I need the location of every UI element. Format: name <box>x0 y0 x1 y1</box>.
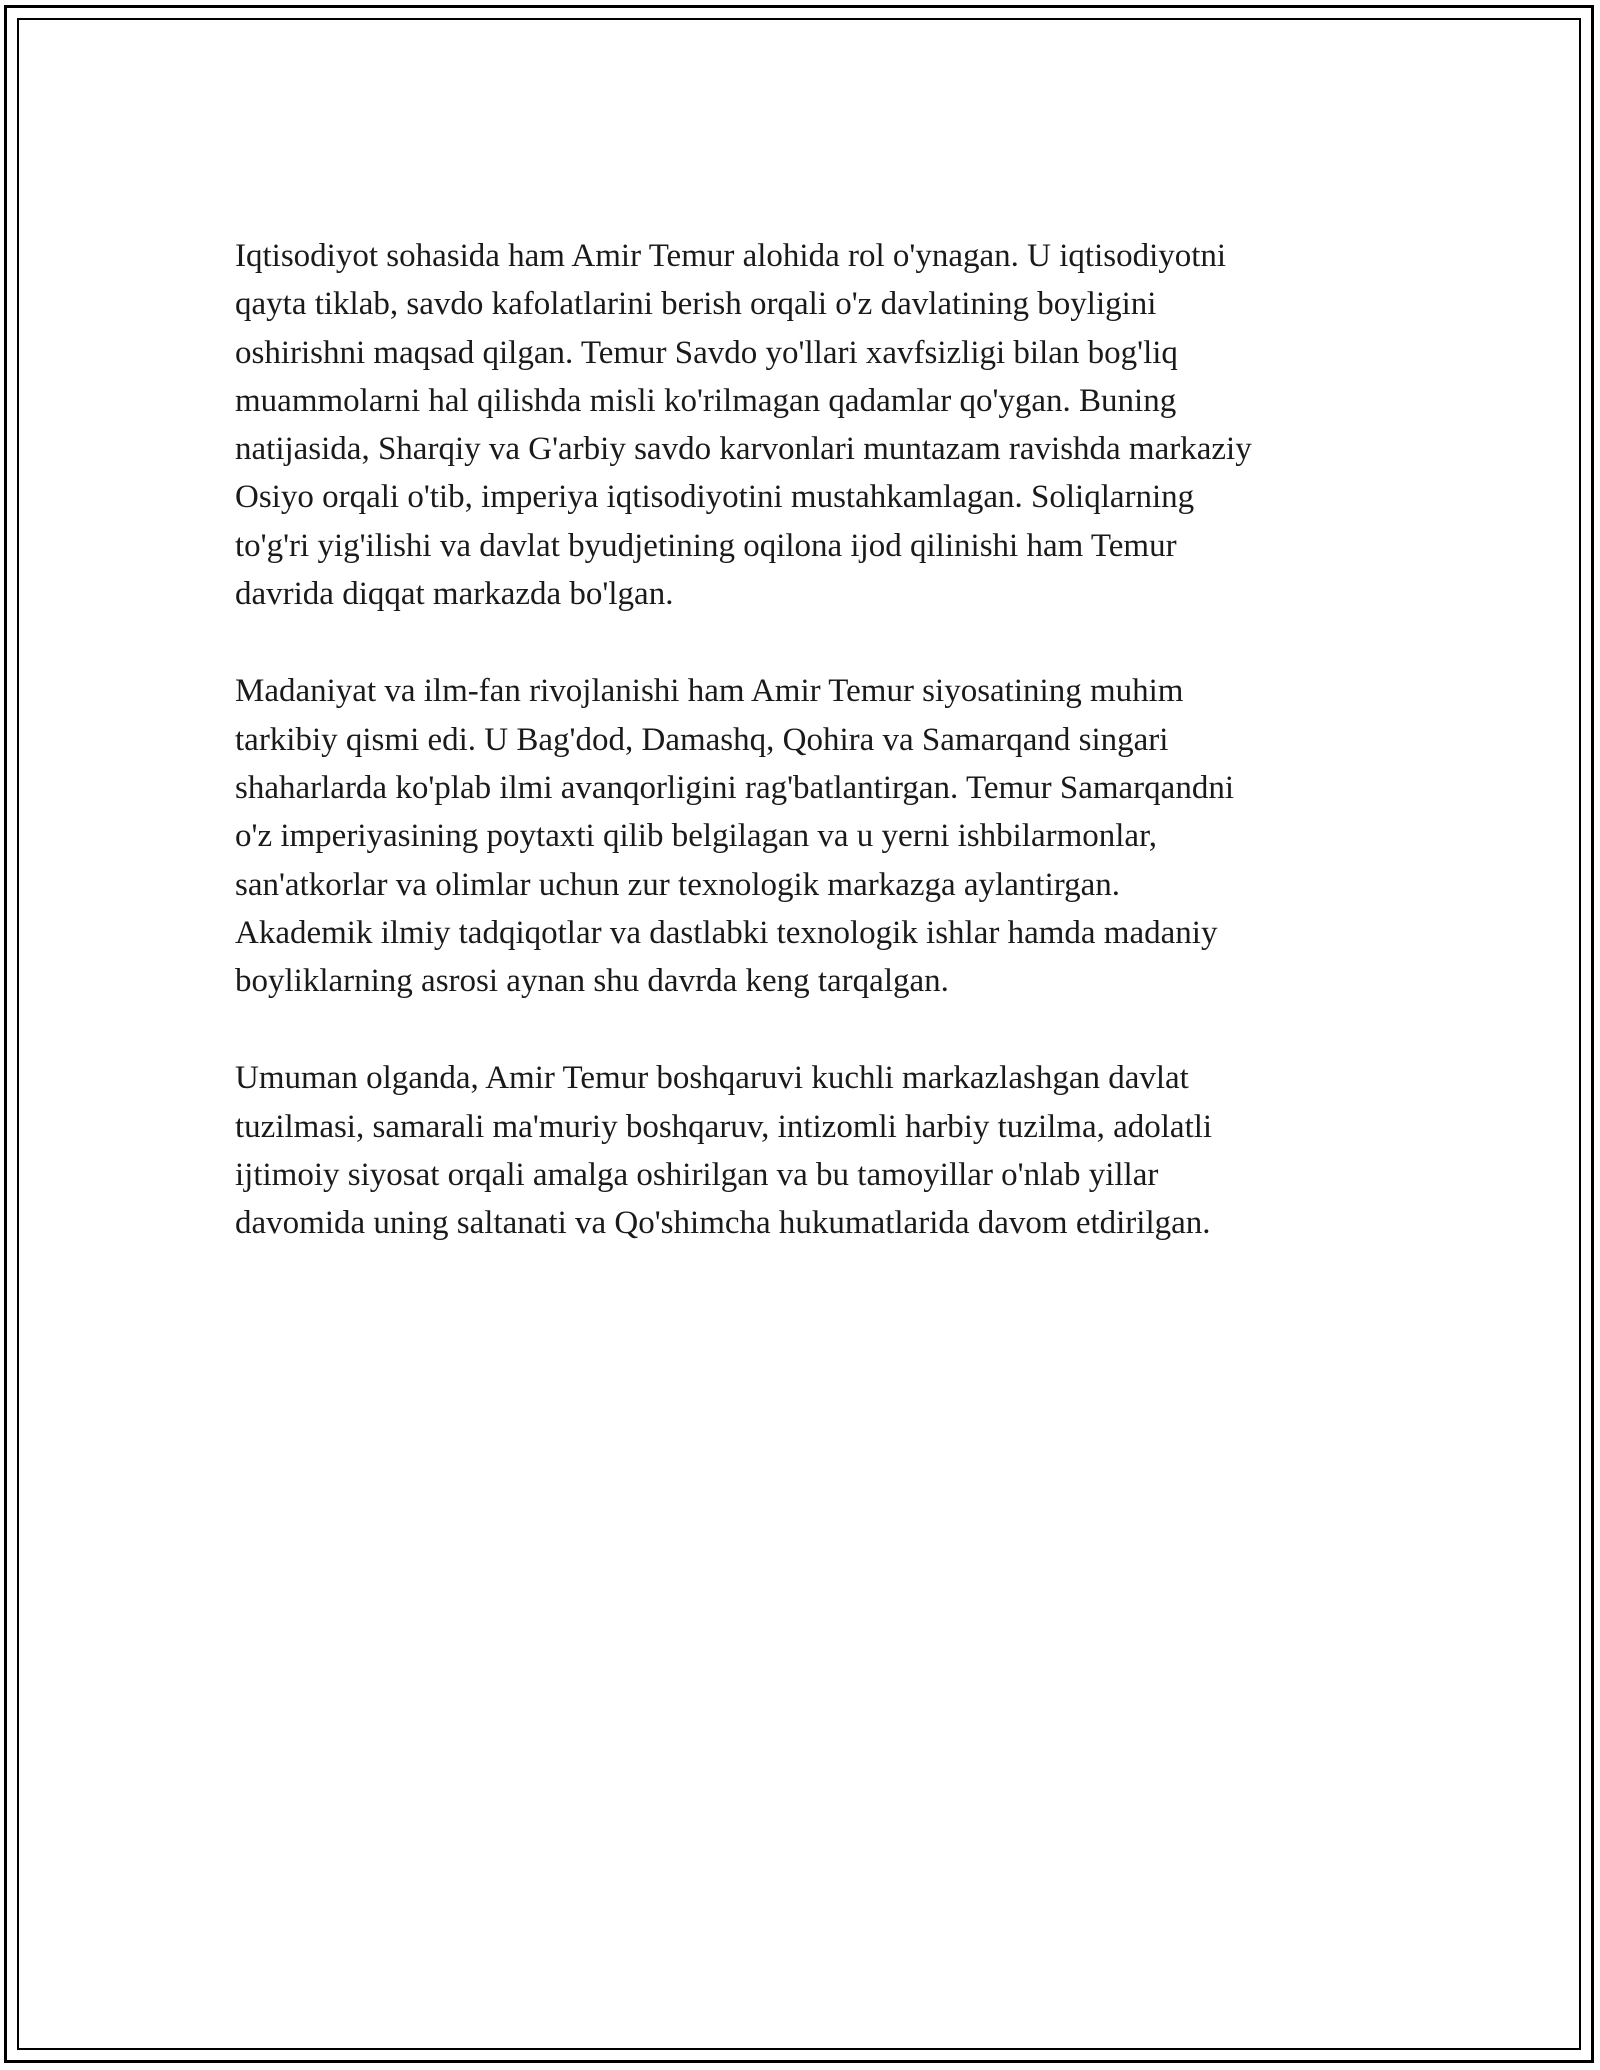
text-line: Madaniyat va ilm-fan rivojlanishi ham Amir Temur siyosatining muhim <box>235 673 1184 710</box>
text-line: qayta tiklab, savdo kafolatlarini berish orqali o'z davlatining boyligini <box>235 286 1157 323</box>
paragraph-culture <box>235 667 1395 1005</box>
text-line: Osiyo orqali o'tib, imperiya iqtisodiyotini mustahkamlagan. Soliqlarning <box>235 479 1195 516</box>
paragraph-conclusion <box>235 1054 1395 1247</box>
text-line: muammolarni hal qilishda misli ko'rilmagan qadamlar qo'ygan. Buning <box>235 382 1177 419</box>
text-line: tuzilmasi, samarali ma'muriy boshqaruv, intizomli harbiy tuzilma, adolatli <box>235 1108 1213 1145</box>
text-line: oshirishni maqsad qilgan. Temur Savdo yo'llari xavfsizligi bilan bog'liq <box>235 334 1178 371</box>
text-line: san'atkorlar va olimlar uchun zur texnologik markazga aylantirgan. <box>235 866 1121 903</box>
text-line: davrida diqqat markazda bo'lgan. <box>235 576 674 613</box>
text-line: Iqtisodiyot sohasida ham Amir Temur alohida rol o'ynagan. U iqtisodiyotni <box>235 238 1227 274</box>
text-line: davomida uning saltanati va Qo'shimcha hukumatlarida davom etdirilgan. <box>235 1205 1211 1242</box>
text-line: tarkibiy qismi edi. U Bag'dod, Damashq, Qohira va Samarqand singari <box>235 721 1169 758</box>
text-line: natijasida, Sharqiy va G'arbiy savdo karvonlari muntazam ravishda markaziy <box>235 431 1252 468</box>
text-line: to'g'ri yig'ilishi va davlat byudjetining oqilona ijod qilinishi ham Temur <box>235 527 1177 564</box>
paragraph-economy <box>235 232 1395 618</box>
text-line: shaharlarda ko'plab ilmi avanqorligini rag'batlantirgan. Temur Samarqandni <box>235 769 1234 806</box>
text-line: ijtimoiy siyosat orqali amalga oshirilgan va bu tamoyillar o'nlab yillar <box>235 1157 1159 1194</box>
text-line: Akademik ilmiy tadqiqotlar va dastlabki texnologik ishlar hamda madaniy <box>235 914 1218 951</box>
text-line: o'z imperiyasining poytaxti qilib belgilagan va u yerni ishbilarmonlar, <box>235 818 1158 855</box>
text-line: Umuman olganda, Amir Temur boshqaruvi kuchli markazlashgan davlat <box>235 1060 1189 1097</box>
text-line: boyliklarning asrosi aynan shu davrda keng tarqalgan. <box>235 963 949 1000</box>
document-body <box>235 232 1395 1297</box>
